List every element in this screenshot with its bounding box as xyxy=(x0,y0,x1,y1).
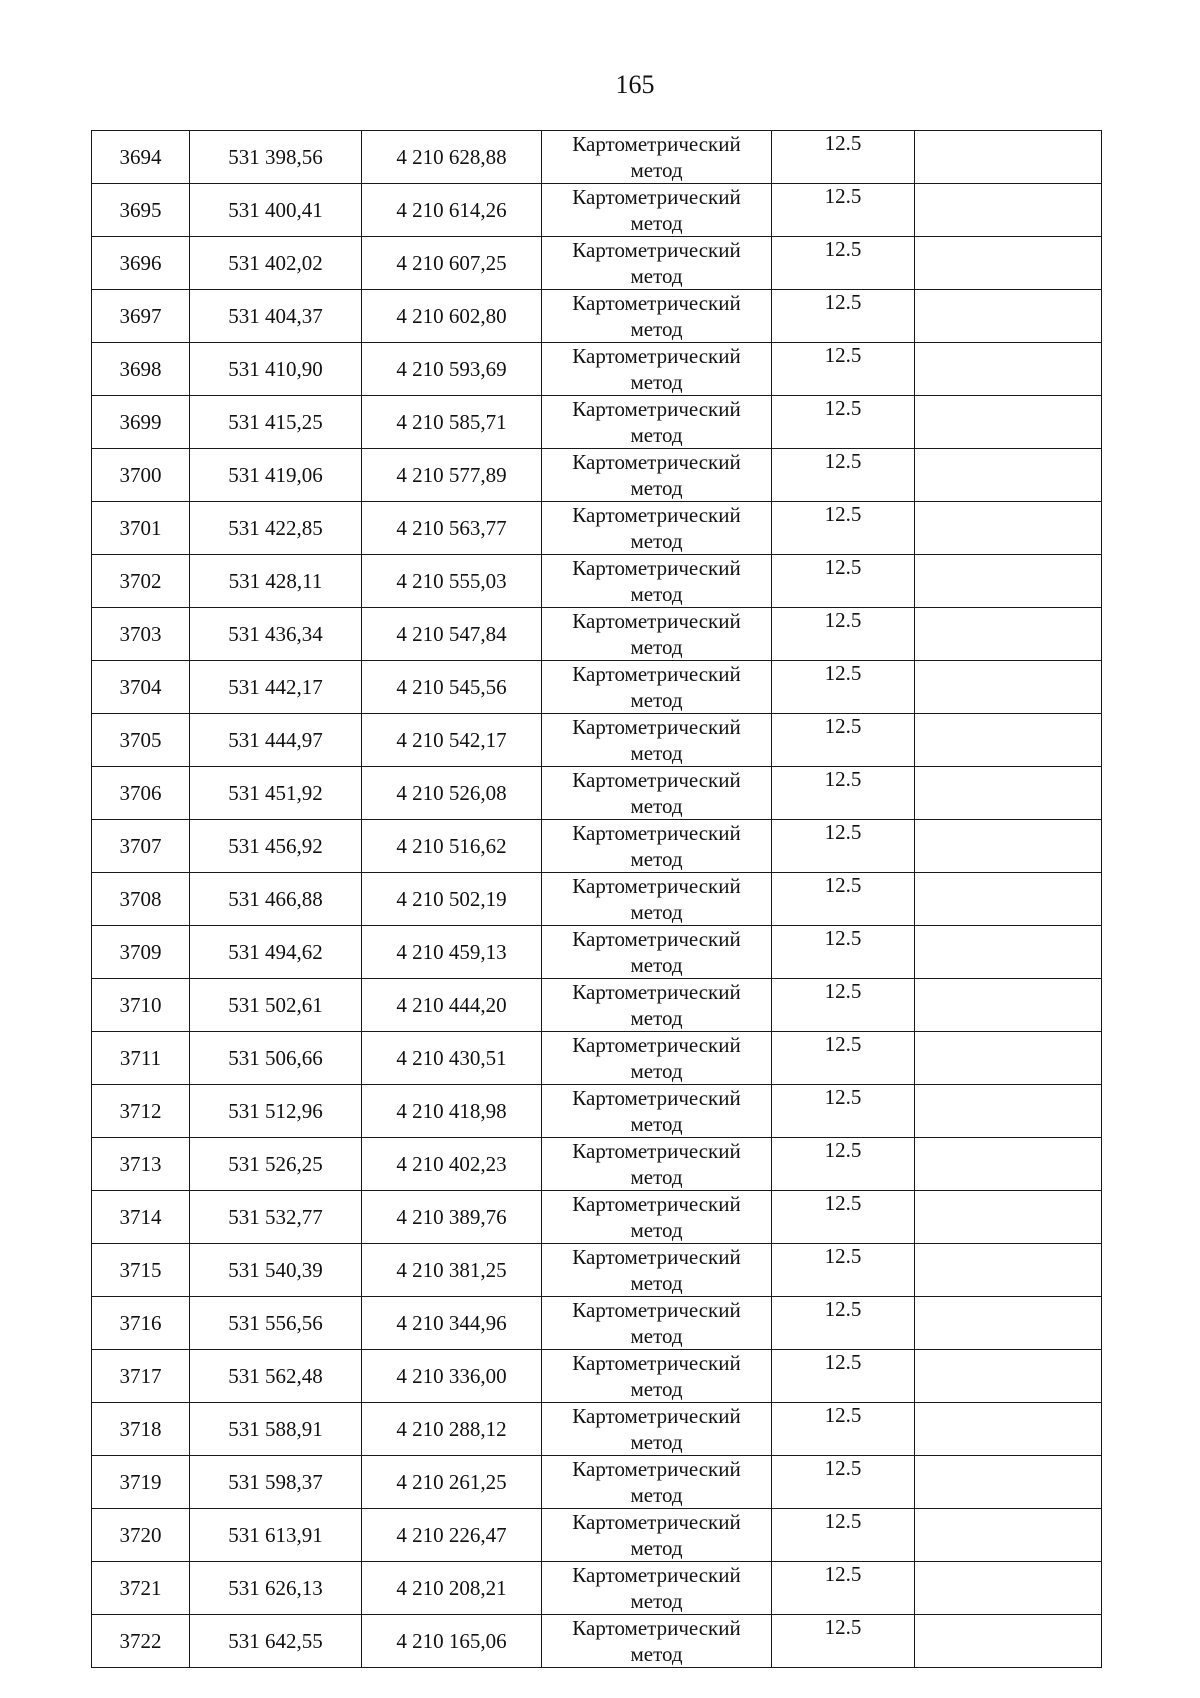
x-coordinate-cell: 531 456,92 xyxy=(190,820,362,873)
method-line-1: Картометрический xyxy=(572,1245,741,1269)
table-row xyxy=(92,926,1102,979)
x-coordinate-cell: 531 598,37 xyxy=(190,1456,362,1509)
method-cell xyxy=(542,1562,772,1615)
table-row xyxy=(92,131,1102,184)
point-number-cell: 3707 xyxy=(92,820,190,873)
x-coordinate-cell: 531 642,55 xyxy=(190,1615,362,1668)
method-cell xyxy=(542,131,772,184)
method-line-2: метод xyxy=(630,1483,683,1507)
method-cell xyxy=(542,714,772,767)
table-row xyxy=(92,608,1102,661)
table-row xyxy=(92,1403,1102,1456)
method-cell xyxy=(542,184,772,237)
method-cell xyxy=(542,343,772,396)
table-row xyxy=(92,555,1102,608)
accuracy-cell: 12.5 xyxy=(772,1138,915,1191)
accuracy-cell: 12.5 xyxy=(772,1509,915,1562)
note-cell xyxy=(915,979,1102,1032)
note-cell xyxy=(915,290,1102,343)
method-line-2: метод xyxy=(630,582,683,606)
method-cell xyxy=(542,502,772,555)
accuracy-cell: 12.5 xyxy=(772,1032,915,1085)
x-coordinate-cell: 531 444,97 xyxy=(190,714,362,767)
method-line-2: метод xyxy=(630,1059,683,1083)
table-row xyxy=(92,979,1102,1032)
point-number-cell: 3709 xyxy=(92,926,190,979)
method-cell xyxy=(542,290,772,343)
x-coordinate-cell: 531 494,62 xyxy=(190,926,362,979)
x-coordinate-cell: 531 410,90 xyxy=(190,343,362,396)
method-cell xyxy=(542,926,772,979)
table-row xyxy=(92,1562,1102,1615)
method-line-1: Картометрический xyxy=(572,1298,741,1322)
note-cell xyxy=(915,661,1102,714)
method-cell xyxy=(542,1403,772,1456)
y-coordinate-cell: 4 210 444,20 xyxy=(362,979,542,1032)
method-line-1: Картометрический xyxy=(572,768,741,792)
y-coordinate-cell: 4 210 165,06 xyxy=(362,1615,542,1668)
table-row xyxy=(92,661,1102,714)
method-line-2: метод xyxy=(630,1324,683,1348)
method-line-2: метод xyxy=(630,1112,683,1136)
point-number-cell: 3697 xyxy=(92,290,190,343)
point-number-cell: 3719 xyxy=(92,1456,190,1509)
x-coordinate-cell: 531 398,56 xyxy=(190,131,362,184)
method-cell xyxy=(542,555,772,608)
note-cell xyxy=(915,1244,1102,1297)
point-number-cell: 3706 xyxy=(92,767,190,820)
note-cell xyxy=(915,926,1102,979)
table-row xyxy=(92,1615,1102,1668)
x-coordinate-cell: 531 540,39 xyxy=(190,1244,362,1297)
point-number-cell: 3704 xyxy=(92,661,190,714)
x-coordinate-cell: 531 428,11 xyxy=(190,555,362,608)
method-line-2: метод xyxy=(630,529,683,553)
y-coordinate-cell: 4 210 336,00 xyxy=(362,1350,542,1403)
y-coordinate-cell: 4 210 547,84 xyxy=(362,608,542,661)
note-cell xyxy=(915,131,1102,184)
y-coordinate-cell: 4 210 628,88 xyxy=(362,131,542,184)
y-coordinate-cell: 4 210 381,25 xyxy=(362,1244,542,1297)
x-coordinate-cell: 531 626,13 xyxy=(190,1562,362,1615)
note-cell xyxy=(915,237,1102,290)
table-row xyxy=(92,1191,1102,1244)
method-line-1: Картометрический xyxy=(572,397,741,421)
method-line-2: метод xyxy=(630,794,683,818)
table-row xyxy=(92,290,1102,343)
y-coordinate-cell: 4 210 226,47 xyxy=(362,1509,542,1562)
accuracy-cell: 12.5 xyxy=(772,926,915,979)
note-cell xyxy=(915,1615,1102,1668)
note-cell xyxy=(915,1509,1102,1562)
point-number-cell: 3703 xyxy=(92,608,190,661)
coordinates-table-body xyxy=(92,131,1102,1668)
x-coordinate-cell: 531 532,77 xyxy=(190,1191,362,1244)
method-line-1: Картометрический xyxy=(572,344,741,368)
accuracy-cell: 12.5 xyxy=(772,396,915,449)
accuracy-cell: 12.5 xyxy=(772,290,915,343)
point-number-cell: 3720 xyxy=(92,1509,190,1562)
method-line-1: Картометрический xyxy=(572,1086,741,1110)
y-coordinate-cell: 4 210 502,19 xyxy=(362,873,542,926)
y-coordinate-cell: 4 210 516,62 xyxy=(362,820,542,873)
table-row xyxy=(92,1509,1102,1562)
method-line-1: Картометрический xyxy=(572,1192,741,1216)
y-coordinate-cell: 4 210 593,69 xyxy=(362,343,542,396)
table-row xyxy=(92,1085,1102,1138)
method-line-1: Картометрический xyxy=(572,1404,741,1428)
method-line-2: метод xyxy=(630,1430,683,1454)
method-line-2: метод xyxy=(630,1006,683,1030)
method-cell xyxy=(542,1350,772,1403)
point-number-cell: 3699 xyxy=(92,396,190,449)
note-cell xyxy=(915,1032,1102,1085)
method-line-1: Картометрический xyxy=(572,609,741,633)
point-number-cell: 3696 xyxy=(92,237,190,290)
note-cell xyxy=(915,1297,1102,1350)
note-cell xyxy=(915,555,1102,608)
point-number-cell: 3695 xyxy=(92,184,190,237)
table-row xyxy=(92,1032,1102,1085)
accuracy-cell: 12.5 xyxy=(772,1403,915,1456)
x-coordinate-cell: 531 436,34 xyxy=(190,608,362,661)
y-coordinate-cell: 4 210 208,21 xyxy=(362,1562,542,1615)
y-coordinate-cell: 4 210 563,77 xyxy=(362,502,542,555)
accuracy-cell: 12.5 xyxy=(772,184,915,237)
y-coordinate-cell: 4 210 542,17 xyxy=(362,714,542,767)
accuracy-cell: 12.5 xyxy=(772,1350,915,1403)
point-number-cell: 3713 xyxy=(92,1138,190,1191)
x-coordinate-cell: 531 400,41 xyxy=(190,184,362,237)
y-coordinate-cell: 4 210 607,25 xyxy=(362,237,542,290)
table-row xyxy=(92,714,1102,767)
method-line-2: метод xyxy=(630,1377,683,1401)
y-coordinate-cell: 4 210 545,56 xyxy=(362,661,542,714)
point-number-cell: 3708 xyxy=(92,873,190,926)
method-line-1: Картометрический xyxy=(572,238,741,262)
y-coordinate-cell: 4 210 389,76 xyxy=(362,1191,542,1244)
table-row xyxy=(92,820,1102,873)
point-number-cell: 3694 xyxy=(92,131,190,184)
point-number-cell: 3705 xyxy=(92,714,190,767)
method-line-1: Картометрический xyxy=(572,185,741,209)
method-line-1: Картометрический xyxy=(572,821,741,845)
method-cell xyxy=(542,396,772,449)
accuracy-cell: 12.5 xyxy=(772,1297,915,1350)
method-line-2: метод xyxy=(630,158,683,182)
table-row xyxy=(92,767,1102,820)
table-row xyxy=(92,184,1102,237)
method-line-1: Картометрический xyxy=(572,291,741,315)
accuracy-cell: 12.5 xyxy=(772,661,915,714)
x-coordinate-cell: 531 404,37 xyxy=(190,290,362,343)
coordinates-table xyxy=(91,130,1102,1668)
x-coordinate-cell: 531 451,92 xyxy=(190,767,362,820)
method-line-2: метод xyxy=(630,1642,683,1666)
method-line-1: Картометрический xyxy=(572,715,741,739)
method-line-2: метод xyxy=(630,211,683,235)
note-cell xyxy=(915,1085,1102,1138)
point-number-cell: 3718 xyxy=(92,1403,190,1456)
method-line-2: метод xyxy=(630,847,683,871)
y-coordinate-cell: 4 210 288,12 xyxy=(362,1403,542,1456)
note-cell xyxy=(915,343,1102,396)
point-number-cell: 3700 xyxy=(92,449,190,502)
y-coordinate-cell: 4 210 459,13 xyxy=(362,926,542,979)
note-cell xyxy=(915,1350,1102,1403)
accuracy-cell: 12.5 xyxy=(772,714,915,767)
point-number-cell: 3721 xyxy=(92,1562,190,1615)
method-line-2: метод xyxy=(630,688,683,712)
note-cell xyxy=(915,396,1102,449)
y-coordinate-cell: 4 210 585,71 xyxy=(362,396,542,449)
point-number-cell: 3714 xyxy=(92,1191,190,1244)
note-cell xyxy=(915,502,1102,555)
method-line-2: метод xyxy=(630,953,683,977)
method-line-1: Картометрический xyxy=(572,556,741,580)
method-cell xyxy=(542,820,772,873)
y-coordinate-cell: 4 210 555,03 xyxy=(362,555,542,608)
point-number-cell: 3716 xyxy=(92,1297,190,1350)
table-row xyxy=(92,449,1102,502)
method-line-1: Картометрический xyxy=(572,1616,741,1640)
method-line-1: Картометрический xyxy=(572,662,741,686)
accuracy-cell: 12.5 xyxy=(772,1456,915,1509)
table-row xyxy=(92,343,1102,396)
method-line-1: Картометрический xyxy=(572,874,741,898)
method-cell xyxy=(542,449,772,502)
y-coordinate-cell: 4 210 602,80 xyxy=(362,290,542,343)
accuracy-cell: 12.5 xyxy=(772,237,915,290)
method-line-1: Картометрический xyxy=(572,450,741,474)
note-cell xyxy=(915,873,1102,926)
y-coordinate-cell: 4 210 430,51 xyxy=(362,1032,542,1085)
note-cell xyxy=(915,1191,1102,1244)
accuracy-cell: 12.5 xyxy=(772,343,915,396)
table-row xyxy=(92,396,1102,449)
table-row xyxy=(92,237,1102,290)
note-cell xyxy=(915,1138,1102,1191)
table-row xyxy=(92,1297,1102,1350)
note-cell xyxy=(915,1562,1102,1615)
method-cell xyxy=(542,1191,772,1244)
point-number-cell: 3698 xyxy=(92,343,190,396)
y-coordinate-cell: 4 210 614,26 xyxy=(362,184,542,237)
point-number-cell: 3710 xyxy=(92,979,190,1032)
y-coordinate-cell: 4 210 526,08 xyxy=(362,767,542,820)
method-cell xyxy=(542,1244,772,1297)
method-line-2: метод xyxy=(630,317,683,341)
x-coordinate-cell: 531 556,56 xyxy=(190,1297,362,1350)
method-line-2: метод xyxy=(630,370,683,394)
method-cell xyxy=(542,1509,772,1562)
method-line-1: Картометрический xyxy=(572,1563,741,1587)
method-line-2: метод xyxy=(630,1589,683,1613)
point-number-cell: 3717 xyxy=(92,1350,190,1403)
table-row xyxy=(92,1456,1102,1509)
note-cell xyxy=(915,1403,1102,1456)
method-line-2: метод xyxy=(630,635,683,659)
table-row xyxy=(92,873,1102,926)
table-row xyxy=(92,1138,1102,1191)
x-coordinate-cell: 531 512,96 xyxy=(190,1085,362,1138)
x-coordinate-cell: 531 562,48 xyxy=(190,1350,362,1403)
method-cell xyxy=(542,237,772,290)
method-line-1: Картометрический xyxy=(572,503,741,527)
note-cell xyxy=(915,1456,1102,1509)
method-cell xyxy=(542,1032,772,1085)
x-coordinate-cell: 531 402,02 xyxy=(190,237,362,290)
method-cell xyxy=(542,1297,772,1350)
x-coordinate-cell: 531 506,66 xyxy=(190,1032,362,1085)
point-number-cell: 3711 xyxy=(92,1032,190,1085)
x-coordinate-cell: 531 422,85 xyxy=(190,502,362,555)
x-coordinate-cell: 531 526,25 xyxy=(190,1138,362,1191)
method-line-1: Картометрический xyxy=(572,927,741,951)
note-cell xyxy=(915,767,1102,820)
method-cell xyxy=(542,1615,772,1668)
point-number-cell: 3715 xyxy=(92,1244,190,1297)
x-coordinate-cell: 531 613,91 xyxy=(190,1509,362,1562)
point-number-cell: 3702 xyxy=(92,555,190,608)
method-cell xyxy=(542,1138,772,1191)
note-cell xyxy=(915,449,1102,502)
table-row xyxy=(92,1244,1102,1297)
accuracy-cell: 12.5 xyxy=(772,608,915,661)
method-line-2: метод xyxy=(630,1536,683,1560)
method-line-1: Картометрический xyxy=(572,1510,741,1534)
method-line-2: метод xyxy=(630,423,683,447)
accuracy-cell: 12.5 xyxy=(772,820,915,873)
x-coordinate-cell: 531 419,06 xyxy=(190,449,362,502)
y-coordinate-cell: 4 210 402,23 xyxy=(362,1138,542,1191)
table-row xyxy=(92,1350,1102,1403)
method-line-2: метод xyxy=(630,476,683,500)
x-coordinate-cell: 531 442,17 xyxy=(190,661,362,714)
method-cell xyxy=(542,1085,772,1138)
method-cell xyxy=(542,1456,772,1509)
accuracy-cell: 12.5 xyxy=(772,131,915,184)
y-coordinate-cell: 4 210 344,96 xyxy=(362,1297,542,1350)
point-number-cell: 3701 xyxy=(92,502,190,555)
y-coordinate-cell: 4 210 418,98 xyxy=(362,1085,542,1138)
accuracy-cell: 12.5 xyxy=(772,502,915,555)
method-line-1: Картометрический xyxy=(572,1351,741,1375)
method-line-1: Картометрический xyxy=(572,1139,741,1163)
x-coordinate-cell: 531 466,88 xyxy=(190,873,362,926)
method-line-2: метод xyxy=(630,1218,683,1242)
method-cell xyxy=(542,661,772,714)
method-line-1: Картометрический xyxy=(572,980,741,1004)
y-coordinate-cell: 4 210 261,25 xyxy=(362,1456,542,1509)
point-number-cell: 3722 xyxy=(92,1615,190,1668)
method-cell xyxy=(542,767,772,820)
note-cell xyxy=(915,820,1102,873)
accuracy-cell: 12.5 xyxy=(772,1244,915,1297)
method-line-2: метод xyxy=(630,1165,683,1189)
accuracy-cell: 12.5 xyxy=(772,1562,915,1615)
note-cell xyxy=(915,608,1102,661)
y-coordinate-cell: 4 210 577,89 xyxy=(362,449,542,502)
page-number: 165 xyxy=(615,70,655,99)
point-number-cell: 3712 xyxy=(92,1085,190,1138)
table-row xyxy=(92,502,1102,555)
method-line-1: Картометрический xyxy=(572,132,741,156)
accuracy-cell: 12.5 xyxy=(772,873,915,926)
x-coordinate-cell: 531 502,61 xyxy=(190,979,362,1032)
method-line-1: Картометрический xyxy=(572,1457,741,1481)
accuracy-cell: 12.5 xyxy=(772,555,915,608)
x-coordinate-cell: 531 415,25 xyxy=(190,396,362,449)
accuracy-cell: 12.5 xyxy=(772,1615,915,1668)
accuracy-cell: 12.5 xyxy=(772,979,915,1032)
accuracy-cell: 12.5 xyxy=(772,1191,915,1244)
accuracy-cell: 12.5 xyxy=(772,1085,915,1138)
method-line-2: метод xyxy=(630,900,683,924)
method-line-2: метод xyxy=(630,264,683,288)
method-line-2: метод xyxy=(630,1271,683,1295)
accuracy-cell: 12.5 xyxy=(772,767,915,820)
note-cell xyxy=(915,714,1102,767)
note-cell xyxy=(915,184,1102,237)
method-line-1: Картометрический xyxy=(572,1033,741,1057)
x-coordinate-cell: 531 588,91 xyxy=(190,1403,362,1456)
accuracy-cell: 12.5 xyxy=(772,449,915,502)
method-cell xyxy=(542,979,772,1032)
method-cell xyxy=(542,608,772,661)
method-line-2: метод xyxy=(630,741,683,765)
method-cell xyxy=(542,873,772,926)
